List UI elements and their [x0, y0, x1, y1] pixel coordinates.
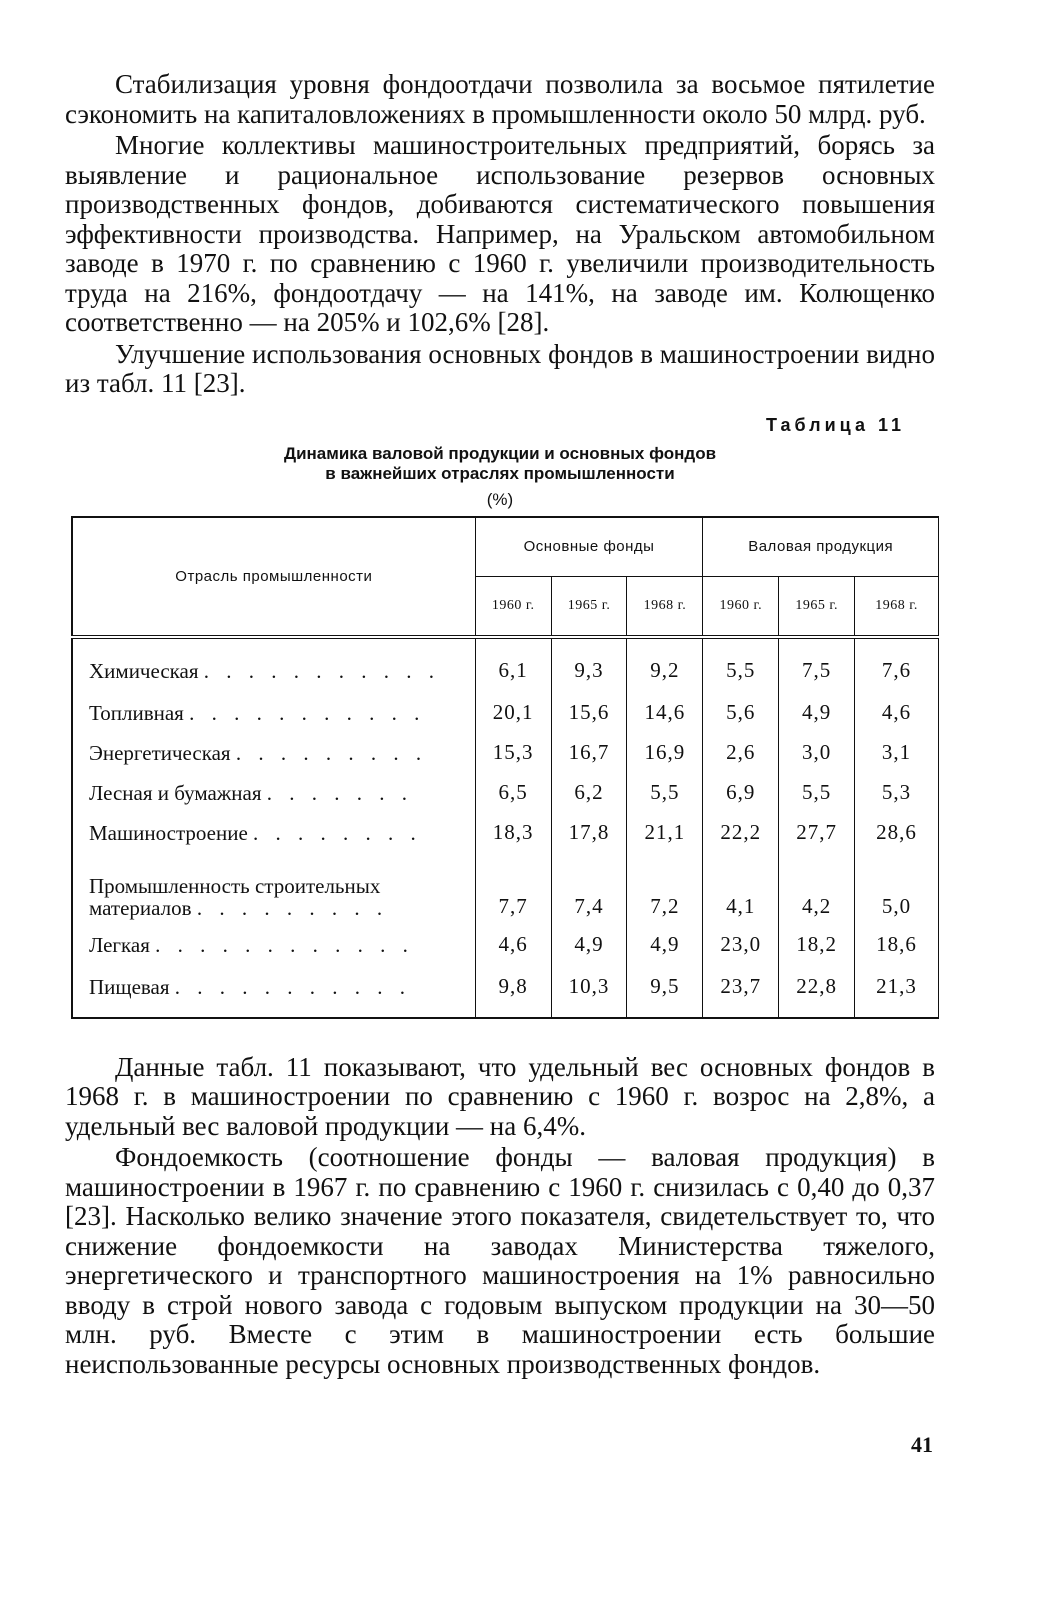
value-cell: 23,7: [703, 965, 779, 1018]
value-cell: 9,3: [551, 637, 627, 693]
leader-dots: . . . . . . . . .: [196, 895, 389, 920]
table-row: [72, 733, 939, 773]
branch-name: Легкая: [89, 932, 150, 957]
table-row: [72, 773, 939, 813]
branch-cell: [72, 853, 475, 925]
value-cell: 6,9: [703, 773, 779, 813]
table-unit: (%): [486, 489, 514, 509]
value-cell: 21,3: [855, 965, 939, 1018]
table-label: Таблица 11: [765, 414, 905, 435]
branch-cell: [72, 813, 475, 853]
table-row: [72, 813, 939, 853]
value-cell: 4,6: [475, 925, 551, 965]
branch-cell: [72, 733, 475, 773]
branch-cell: [72, 693, 475, 733]
value-cell: 22,2: [703, 813, 779, 853]
value-cell: 9,2: [627, 637, 703, 693]
page-number: 41: [911, 1432, 933, 1457]
paragraph: Стабилизация уровня фондоотдачи позволила за восьмое пятилетие сэкономить на капиталовложениях в промышленности около 50 млрд. руб.: [65, 69, 935, 129]
year-header: 1965 г.: [551, 576, 627, 637]
value-cell: 4,9: [551, 925, 627, 965]
page-content: [65, 70, 935, 1379]
value-cell: 18,2: [779, 925, 855, 965]
value-cell: 7,4: [551, 853, 627, 925]
fixed-assets-header: Основные фонды: [475, 517, 703, 577]
value-cell: 7,5: [779, 637, 855, 693]
value-cell: 15,3: [475, 733, 551, 773]
value-cell: 5,6: [703, 693, 779, 733]
table-caption: [65, 444, 935, 484]
branch-cell: [72, 637, 475, 693]
year-header: 1960 г.: [703, 576, 779, 637]
branch-cell: [72, 925, 475, 965]
table-row: [72, 637, 939, 693]
value-cell: 4,6: [855, 693, 939, 733]
table-row: [72, 925, 939, 965]
value-cell: 27,7: [779, 813, 855, 853]
paragraph: Улучшение использования основных фондов в машиностроении видно из табл. 11 [23].: [65, 338, 935, 398]
paragraph: Фондоемкость (соотношение фонды — валовая продукция) в машиностроении в 1967 г. по сравнению с 1960 г. снизилась с 0,40 до 0,37 [23]. Насколько велико значение этого показателя, свидетельствует то, что снижение фондоемкости на заводах Министерства тяжелого, энергетического и транспортного машиностроения на 1% равносильно вводу в строй нового завода с годовым выпуском продукции на 30—50 млн. руб. Вместе с этим в машиностроении есть большие неиспользованные ресурсы основных производственных фондов.: [65, 1142, 935, 1379]
table-row: [72, 693, 939, 733]
value-cell: 9,5: [627, 965, 703, 1018]
value-cell: 4,9: [779, 693, 855, 733]
gross-output-header: Валовая продукция: [703, 517, 939, 577]
year-header: 1965 г.: [779, 576, 855, 637]
value-cell: 6,1: [475, 637, 551, 693]
value-cell: 9,8: [475, 965, 551, 1018]
value-cell: 20,1: [475, 693, 551, 733]
value-cell: 2,6: [703, 733, 779, 773]
value-cell: 4,2: [779, 853, 855, 925]
branch-cell: [72, 965, 475, 1018]
paragraph: Многие коллективы машиностроительных предприятий, борясь за выявление и рациональное использование резервов основных производственных фондов, добиваются систематического повышения эффективности производства. Например, на Уральском автомобильном заводе в 1970 г. по сравнению с 1960 г. увеличили производительность труда на 216%, фондоотдачу — на 141%, на заводе им. Колющенко соответственно — на 205% и 102,6% [28].: [65, 130, 935, 337]
value-cell: 7,7: [475, 853, 551, 925]
leader-dots: . . . . . . . . . . .: [203, 658, 441, 683]
year-header: 1968 г.: [627, 576, 703, 637]
value-cell: 4,9: [627, 925, 703, 965]
year-header: 1968 г.: [855, 576, 939, 637]
branch-name: Химическая: [89, 658, 199, 683]
value-cell: 3,0: [779, 733, 855, 773]
branch-name: Топливная: [89, 700, 184, 725]
value-cell: 23,0: [703, 925, 779, 965]
branch-name: Пищевая: [89, 974, 170, 999]
text-after-table: [65, 1053, 935, 1380]
value-cell: 17,8: [551, 813, 627, 853]
table-row: [72, 965, 939, 1018]
leader-dots: . . . . . . .: [266, 780, 414, 805]
value-cell: 5,3: [855, 773, 939, 813]
leader-dots: . . . . . . . . .: [235, 740, 428, 765]
leader-dots: . . . . . . . . . . .: [174, 974, 412, 999]
value-cell: 4,1: [703, 853, 779, 925]
value-cell: 5,5: [779, 773, 855, 813]
value-cell: 16,7: [551, 733, 627, 773]
value-cell: 6,2: [551, 773, 627, 813]
table-caption-line: в важнейших отраслях промышленности: [325, 463, 675, 483]
table-row: [72, 853, 939, 925]
value-cell: 14,6: [627, 693, 703, 733]
value-cell: 3,1: [855, 733, 939, 773]
value-cell: 5,5: [627, 773, 703, 813]
value-cell: 5,5: [703, 637, 779, 693]
branch-cell: [72, 773, 475, 813]
value-cell: 10,3: [551, 965, 627, 1018]
value-cell: 21,1: [627, 813, 703, 853]
leader-dots: . . . . . . . .: [253, 820, 422, 845]
value-cell: 16,9: [627, 733, 703, 773]
branch-column-header: Отрасль промышленности: [72, 517, 475, 637]
leader-dots: . . . . . . . . . . .: [189, 700, 426, 725]
branch-name: Промышленность строительных материалов: [89, 873, 381, 920]
value-cell: 28,6: [855, 813, 939, 853]
value-cell: 5,0: [855, 853, 939, 925]
paragraph: Данные табл. 11 показывают, что удельный вес основных фондов в 1968 г. в машиностроении по сравнению с 1960 г. возрос на 2,8%, а удельный вес валовой продукции — на 6,4%.: [65, 1051, 935, 1141]
branch-name: Машиностроение: [89, 820, 248, 845]
branch-name: Лесная и бумажная: [89, 780, 262, 805]
value-cell: 7,2: [627, 853, 703, 925]
value-cell: 6,5: [475, 773, 551, 813]
year-header: 1960 г.: [475, 576, 551, 637]
leader-dots: . . . . . . . . . . . .: [155, 932, 414, 957]
value-cell: 22,8: [779, 965, 855, 1018]
table-caption-line: Динамика валовой продукции и основных фондов: [283, 443, 717, 463]
value-cell: 18,3: [475, 813, 551, 853]
value-cell: 18,6: [855, 925, 939, 965]
data-table: [71, 516, 939, 1019]
branch-name: Энергетическая: [89, 740, 231, 765]
value-cell: 15,6: [551, 693, 627, 733]
value-cell: 7,6: [855, 637, 939, 693]
